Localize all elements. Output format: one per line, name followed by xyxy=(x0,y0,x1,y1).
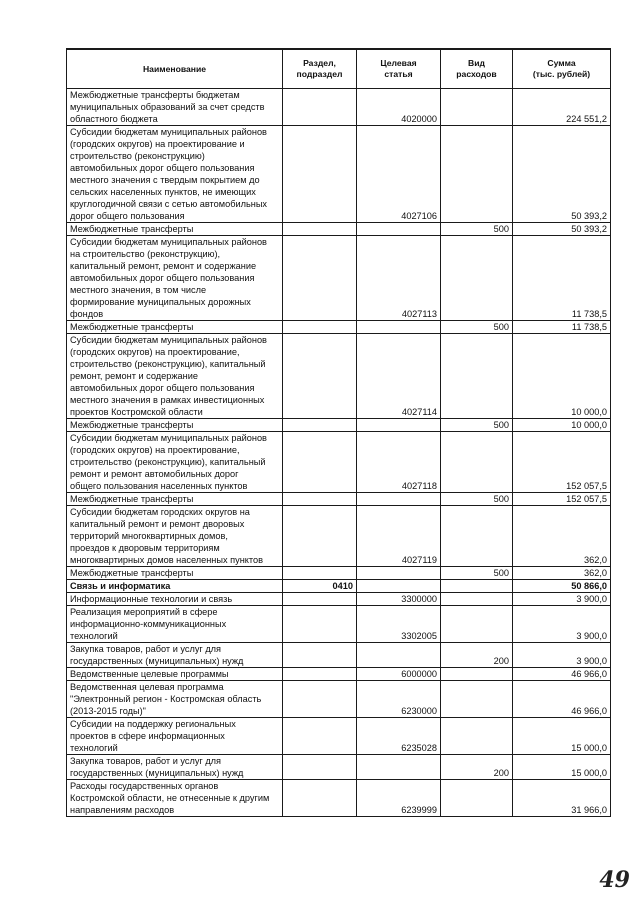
table-row xyxy=(67,643,611,668)
row-section-cell xyxy=(283,321,357,334)
table-row xyxy=(67,580,611,593)
row-target-cell: 4027113 xyxy=(357,236,441,321)
row-section-cell xyxy=(283,223,357,236)
header-section: Раздел, подраздел xyxy=(283,49,357,89)
row-sum-cell: 11 738,5 xyxy=(513,321,611,334)
row-section-cell xyxy=(283,668,357,681)
row-expense-cell xyxy=(441,334,513,419)
table-row xyxy=(67,419,611,432)
row-sum-cell: 362,0 xyxy=(513,506,611,567)
table-row xyxy=(67,567,611,580)
row-section-cell xyxy=(283,236,357,321)
row-name-cell: Ведомственные целевые программы xyxy=(67,668,283,681)
row-sum-cell: 3 900,0 xyxy=(513,606,611,643)
row-sum-cell: 46 966,0 xyxy=(513,681,611,718)
row-target-cell: 3300000 xyxy=(357,593,441,606)
row-section-cell xyxy=(283,334,357,419)
row-section-cell xyxy=(283,593,357,606)
row-expense-cell xyxy=(441,432,513,493)
row-name-cell: Расходы государственных органов Костромской области, не отнесенные к другим направлениям расходов xyxy=(67,780,283,817)
row-sum-cell: 50 393,2 xyxy=(513,126,611,223)
row-section-cell xyxy=(283,432,357,493)
row-sum-cell: 31 966,0 xyxy=(513,780,611,817)
row-section-cell xyxy=(283,89,357,126)
budget-table xyxy=(66,48,611,817)
row-target-cell: 4027119 xyxy=(357,506,441,567)
table-row xyxy=(67,668,611,681)
row-expense-cell xyxy=(441,506,513,567)
row-name-cell: Межбюджетные трансферты xyxy=(67,419,283,432)
row-section-cell xyxy=(283,506,357,567)
table-row xyxy=(67,334,611,419)
table-row xyxy=(67,681,611,718)
row-target-cell: 4020000 xyxy=(357,89,441,126)
row-expense-cell: 200 xyxy=(441,755,513,780)
row-sum-cell: 152 057,5 xyxy=(513,432,611,493)
table-header-row xyxy=(67,49,611,89)
row-name-cell: Межбюджетные трансферты xyxy=(67,493,283,506)
row-name-cell: Ведомственная целевая программа "Электронный регион - Костромская область (2013-2015 годы)" xyxy=(67,681,283,718)
row-sum-cell: 46 966,0 xyxy=(513,668,611,681)
row-expense-cell xyxy=(441,681,513,718)
row-section-cell xyxy=(283,681,357,718)
table-row xyxy=(67,126,611,223)
row-section-cell xyxy=(283,126,357,223)
row-expense-cell xyxy=(441,606,513,643)
row-target-cell xyxy=(357,755,441,780)
row-expense-cell: 500 xyxy=(441,419,513,432)
row-target-cell xyxy=(357,321,441,334)
row-target-cell xyxy=(357,493,441,506)
table-row xyxy=(67,606,611,643)
table-row xyxy=(67,755,611,780)
row-section-cell xyxy=(283,718,357,755)
row-section-cell xyxy=(283,606,357,643)
row-expense-cell xyxy=(441,126,513,223)
row-section-cell xyxy=(283,419,357,432)
row-sum-cell: 50 393,2 xyxy=(513,223,611,236)
row-name-cell: Межбюджетные трансферты xyxy=(67,321,283,334)
row-name-cell: Межбюджетные трансферты xyxy=(67,567,283,580)
table-row xyxy=(67,780,611,817)
row-section-cell xyxy=(283,780,357,817)
table-body xyxy=(67,89,611,817)
row-name-cell: Межбюджетные трансферты xyxy=(67,223,283,236)
row-name-cell: Субсидии на поддержку региональных проектов в сфере информационных технологий xyxy=(67,718,283,755)
row-target-cell: 3302005 xyxy=(357,606,441,643)
row-expense-cell: 500 xyxy=(441,321,513,334)
row-sum-cell: 362,0 xyxy=(513,567,611,580)
row-target-cell: 6230000 xyxy=(357,681,441,718)
header-name: Наименование xyxy=(67,49,283,89)
row-expense-cell: 500 xyxy=(441,223,513,236)
table-row xyxy=(67,321,611,334)
header-expense: Вид расходов xyxy=(441,49,513,89)
row-target-cell: 4027118 xyxy=(357,432,441,493)
row-target-cell: 6000000 xyxy=(357,668,441,681)
header-sum: Сумма (тыс. рублей) xyxy=(513,49,611,89)
table-row xyxy=(67,493,611,506)
row-name-cell: Субсидии бюджетам городских округов на капитальный ремонт и ремонт дворовых территорий многоквартирных домов, проездов к дворовым территориям многоквартирных домов населенных пунктов xyxy=(67,506,283,567)
row-name-cell: Субсидии бюджетам муниципальных районов (городских округов) на проектирование, строительство (реконструкцию), капитальный ремонт и ремонт автомобильных дорог общего пользования населенных пунктов xyxy=(67,432,283,493)
row-target-cell xyxy=(357,223,441,236)
row-name-cell: Связь и информатика xyxy=(67,580,283,593)
row-name-cell: Закупка товаров, работ и услуг для государственных (муниципальных) нужд xyxy=(67,643,283,668)
row-name-cell: Субсидии бюджетам муниципальных районов на строительство (реконструкцию), капитальный ремонт, ремонт и содержание автомобильных дорог общего пользования местного значения, в том числе формирование муниципальных дорожных фондов xyxy=(67,236,283,321)
row-expense-cell xyxy=(441,718,513,755)
row-section-cell xyxy=(283,643,357,668)
row-section-cell xyxy=(283,755,357,780)
row-section-cell xyxy=(283,493,357,506)
row-target-cell: 4027106 xyxy=(357,126,441,223)
table-row xyxy=(67,223,611,236)
table-row xyxy=(67,89,611,126)
row-expense-cell xyxy=(441,593,513,606)
row-sum-cell: 224 551,2 xyxy=(513,89,611,126)
row-section-cell: 0410 xyxy=(283,580,357,593)
row-name-cell: Субсидии бюджетам муниципальных районов (городских округов) на проектирование, строительство (реконструкцию), капитальный ремонт, ремонт и содержание автомобильных дорог общего пользования местного значения в рамках инвестиционных проектов Костромской области xyxy=(67,334,283,419)
page-number: 49 xyxy=(599,867,630,893)
row-sum-cell: 15 000,0 xyxy=(513,755,611,780)
row-sum-cell: 15 000,0 xyxy=(513,718,611,755)
row-sum-cell: 3 900,0 xyxy=(513,593,611,606)
header-target: Целевая статья xyxy=(357,49,441,89)
row-expense-cell xyxy=(441,236,513,321)
table-row xyxy=(67,506,611,567)
row-target-cell xyxy=(357,643,441,668)
row-expense-cell: 500 xyxy=(441,567,513,580)
row-name-cell: Реализация мероприятий в сфере информационно-коммуникационных технологий xyxy=(67,606,283,643)
row-expense-cell xyxy=(441,89,513,126)
row-expense-cell xyxy=(441,780,513,817)
row-name-cell: Межбюджетные трансферты бюджетам муниципальных образований за счет средств областного бюджета xyxy=(67,89,283,126)
row-target-cell: 6235028 xyxy=(357,718,441,755)
row-name-cell: Информационные технологии и связь xyxy=(67,593,283,606)
row-target-cell xyxy=(357,419,441,432)
row-expense-cell: 500 xyxy=(441,493,513,506)
row-sum-cell: 152 057,5 xyxy=(513,493,611,506)
table-row xyxy=(67,593,611,606)
row-sum-cell: 50 866,0 xyxy=(513,580,611,593)
table-row xyxy=(67,236,611,321)
row-target-cell xyxy=(357,580,441,593)
table-row xyxy=(67,432,611,493)
row-sum-cell: 10 000,0 xyxy=(513,334,611,419)
row-sum-cell: 11 738,5 xyxy=(513,236,611,321)
row-expense-cell xyxy=(441,668,513,681)
row-expense-cell: 200 xyxy=(441,643,513,668)
row-section-cell xyxy=(283,567,357,580)
row-expense-cell xyxy=(441,580,513,593)
table-row xyxy=(67,718,611,755)
row-sum-cell: 3 900,0 xyxy=(513,643,611,668)
row-name-cell: Субсидии бюджетам муниципальных районов (городских округов) на проектирование и строительство (реконструкцию) автомобильных дорог общего пользования местного значения с твердым покрытием до сельских населенных пунктов, не имеющих круглогодичной связи с сетью автомобильных дорог общего пользования xyxy=(67,126,283,223)
row-sum-cell: 10 000,0 xyxy=(513,419,611,432)
row-name-cell: Закупка товаров, работ и услуг для государственных (муниципальных) нужд xyxy=(67,755,283,780)
row-target-cell: 4027114 xyxy=(357,334,441,419)
row-target-cell xyxy=(357,567,441,580)
row-target-cell: 6239999 xyxy=(357,780,441,817)
